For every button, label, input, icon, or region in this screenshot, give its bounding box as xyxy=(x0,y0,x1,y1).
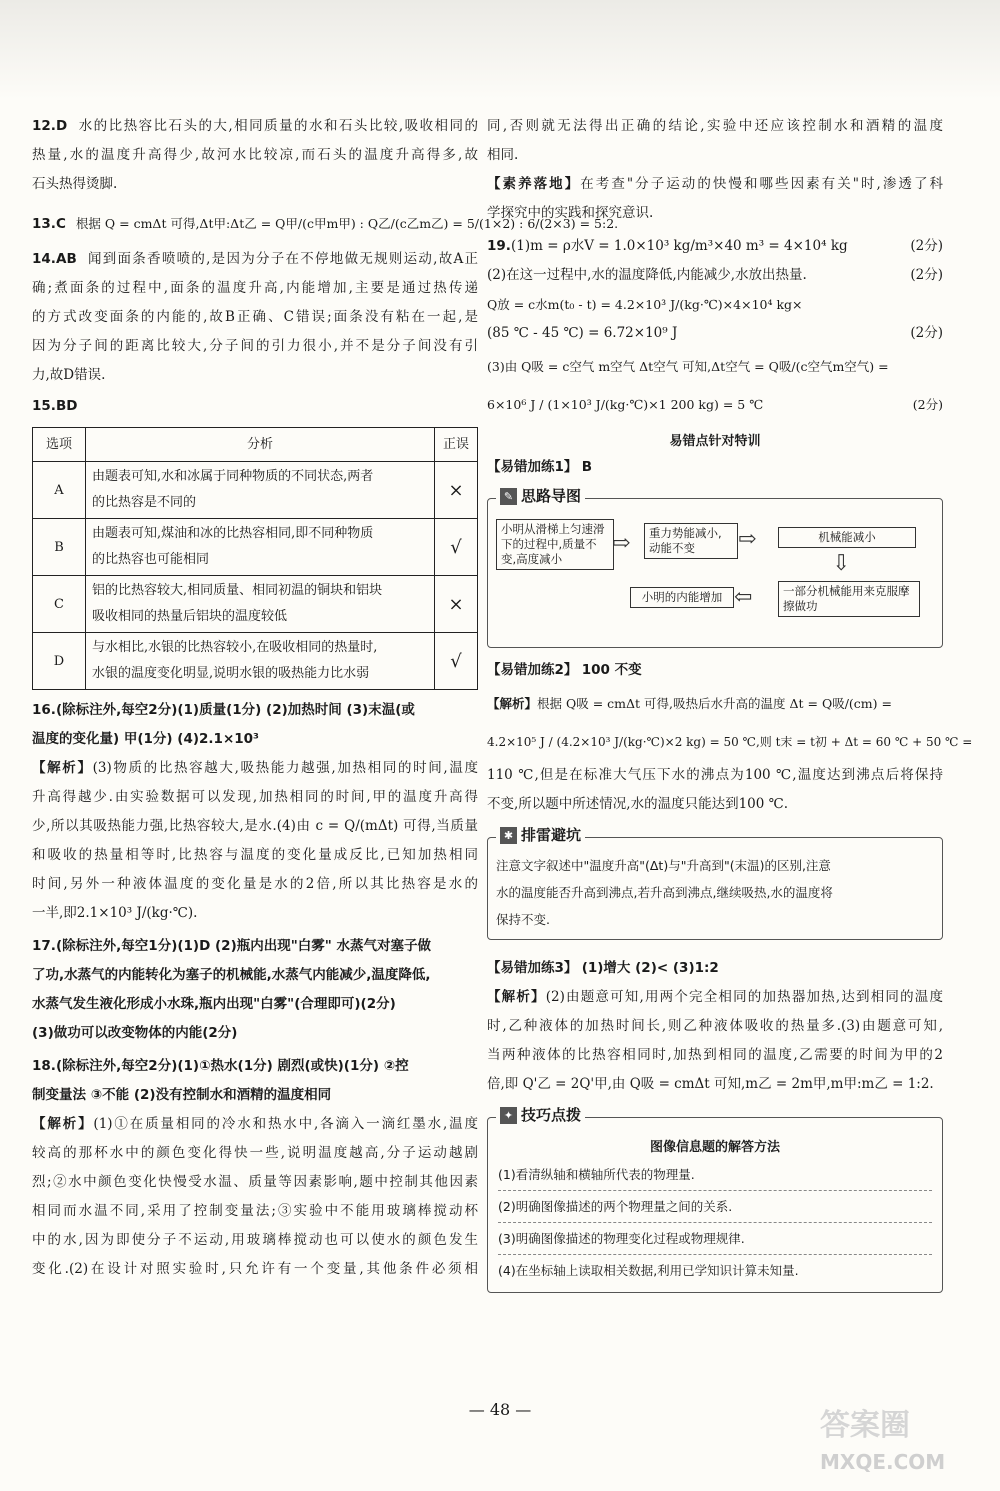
literacy-tag: 【素养落地】 xyxy=(487,176,581,192)
tips-header xyxy=(496,1104,585,1125)
answer: C xyxy=(56,216,66,232)
exercise-1 xyxy=(487,453,943,482)
mindmap-node: 一部分机械能用来克服摩擦做功 xyxy=(778,581,920,617)
pitfall-box xyxy=(487,826,943,940)
page-header-shade xyxy=(0,0,1000,100)
pitfall-header xyxy=(496,824,585,845)
analysis-cell xyxy=(86,633,435,690)
question-14 xyxy=(32,245,478,390)
table-row xyxy=(33,633,478,690)
pitfall-title: 排雷避坑 xyxy=(521,826,582,844)
verdict-cell: √ xyxy=(435,633,478,690)
answer: (1)增大 (2)< (3)1:2 xyxy=(581,960,719,976)
watermark-logo: 答案圈 xyxy=(820,1408,910,1443)
text-line: 确;煮面条的过程中,面条的温度升高,内能增加,主要是通过热传递 xyxy=(32,280,478,296)
question-19 xyxy=(487,232,943,424)
text-line: 注意文字叙述中"温度升高"(Δt)与"升高到"(末温)的区别,注意 xyxy=(496,858,831,873)
option-cell: A xyxy=(33,462,86,519)
question-number: 15. xyxy=(32,398,56,414)
question-12 xyxy=(32,112,478,199)
mindmap-node: 小明从滑梯上匀速滑下的过程中,质量不变,高度减小 xyxy=(496,519,614,570)
mindmap-node: 重力势能减小,动能不变 xyxy=(644,523,738,559)
text-line: 当两种液体的比热容相同时,加热到相同的温度,乙需要的时间为甲的2 xyxy=(487,1047,943,1063)
column-header: 分析 xyxy=(86,428,435,462)
verdict-cell: × xyxy=(435,576,478,633)
text-line: 的方式改变面条的内能的,故B正确、C错误;面条没有粘在一起,是 xyxy=(32,309,478,325)
question-number: 12. xyxy=(32,118,56,134)
analysis-cell xyxy=(86,519,435,576)
question-17 xyxy=(32,932,478,1048)
verdict-cell: × xyxy=(435,462,478,519)
column-header: 选项 xyxy=(33,428,86,462)
answer: 100 不变 xyxy=(581,662,642,678)
tip-item: (4)在坐标轴上读取相关数据,利用已学知识计算未知量. xyxy=(498,1263,799,1278)
text-line: 少,所以其吸热能力强,比热容较大,是水.(4)由 c = Q/(mΔt) 可得,当质量 xyxy=(32,818,478,834)
text-line: (3)物质的比热容越大,吸热能力越强,加热相同的时间,温度 xyxy=(92,760,479,776)
text-line: 石头热得烫脚. xyxy=(32,176,118,192)
tips-subtitle: 图像信息题的解答方法 xyxy=(649,1140,780,1155)
text-line: 较高的那杯水中的颜色变化得快一些,说明温度越高,分子运动越剧 xyxy=(32,1145,478,1161)
text-line: 铝的比热容较大,相同质量、相同初温的铜块和铝块 xyxy=(92,583,383,598)
text-line: 因为分子间的距离比较大,分子间的引力很小,并不是分子间没有引 xyxy=(32,338,478,354)
text-line: 热量,水的温度升高得少,故河水比较凉,而石头的温度升高得多,故 xyxy=(32,147,478,163)
text-line: 吸收相同的热量后铝块的温度较低 xyxy=(92,609,288,624)
mindmap-node: 机械能减小 xyxy=(778,527,916,548)
text-line: 4.2×10⁵ J / (4.2×10³ J/(kg·℃)×2 kg) = 50 ℃,则 t末 = t初 + Δt = 60 ℃ + 50 ℃ = xyxy=(487,735,973,749)
lightbulb-icon: ✦ xyxy=(500,1107,517,1124)
section-title: 易错点针对特训 xyxy=(669,434,761,449)
analysis-cell xyxy=(86,576,435,633)
tip-item: (1)看清纵轴和横轴所代表的物理量. xyxy=(498,1159,932,1191)
text-line: 温度的变化量) 甲(1分) (4)2.1×10³ xyxy=(32,731,259,747)
analysis-cell xyxy=(86,462,435,519)
text-line: (3)由 Q吸 = c空气 m空气 Δt空气 可知,Δt空气 = Q吸/(c空气m空气) = xyxy=(487,359,889,374)
verdict-cell: √ xyxy=(435,519,478,576)
text-line: 不变,所以题中所述情况,水的温度只能达到100 ℃. xyxy=(487,796,789,812)
text-line: 时,乙种液体的加热时间长,则乙种液体吸收的热量多.(3)由题意可知, xyxy=(487,1018,943,1034)
question-number: 19. xyxy=(487,238,511,254)
analysis-tag: 【解析】 xyxy=(32,1116,94,1132)
text-line: 在考查"分子运动的快慢和哪些因素有关"时,渗透了科 xyxy=(580,176,944,192)
brain-icon: ✎ xyxy=(500,488,517,505)
analysis-table xyxy=(32,427,478,690)
text-line: 110 ℃,但是在标准大气压下水的沸点为100 ℃,温度达到沸点后将保持 xyxy=(487,767,943,783)
text-line: 的比热容是不同的 xyxy=(92,495,197,510)
mindmap-box xyxy=(487,487,943,648)
score: (2分) xyxy=(910,267,943,283)
question-18 xyxy=(32,1052,478,1284)
text-line: 学探究中的实践和探究意识. xyxy=(487,205,654,221)
question-15 xyxy=(32,392,478,690)
text-line: 变化.(2)在设计对照实验时,只允许有一个变量,其他条件必须相 xyxy=(32,1261,478,1277)
exercise-2 xyxy=(487,656,973,819)
text-line: (1)①在质量相同的冷水和热水中,各滴入一滴红墨水,温度 xyxy=(93,1116,478,1132)
analysis-tag: 【解析】 xyxy=(32,760,93,776)
right-column xyxy=(487,112,973,1293)
question-number: 18. xyxy=(32,1058,56,1074)
text-line: (1)m = ρ水V = 1.0×10³ kg/m³×40 m³ = 4×10⁴ kg xyxy=(511,238,848,254)
page-number: — 48 — xyxy=(468,1400,532,1419)
table-row xyxy=(33,462,478,519)
text-line: (除标注外,每空2分)(1)质量(1分) (2)加热时间 (3)末温(或 xyxy=(56,702,415,718)
tip-item: (3)明确图像描述的物理变化过程或物理规律. xyxy=(498,1223,932,1255)
table-header-row xyxy=(33,428,478,462)
answer: BD xyxy=(56,398,78,414)
exercise-3 xyxy=(487,954,943,1099)
text-line: 水银的温度变化明显,说明水银的吸热能力比水弱 xyxy=(92,666,370,681)
tip-item: (2)明确图像描述的两个物理量之间的关系. xyxy=(498,1191,932,1223)
table-row xyxy=(33,519,478,576)
answer: AB xyxy=(56,251,77,267)
analysis-tag: 【解析】 xyxy=(487,989,546,1005)
option-cell: C xyxy=(33,576,86,633)
mine-icon: ✱ xyxy=(500,827,517,844)
table-row xyxy=(33,576,478,633)
question-16 xyxy=(32,696,478,928)
mindmap-header xyxy=(496,485,585,506)
text-line: (2)由题意可知,用两个完全相同的加热器加热,达到相同的温度 xyxy=(545,989,943,1005)
exercise-tag: 【易错加练3】 xyxy=(487,960,578,976)
text-line: 相同. xyxy=(487,147,519,163)
tips-title: 技巧点拨 xyxy=(521,1106,582,1124)
text-line: 烈;②水中颜色变化快慢受水温、质量等因素影响,题中控制其他因素 xyxy=(32,1174,478,1190)
text-line: 的比热容也可能相同 xyxy=(92,552,210,567)
text-line: (3)做功可以改变物体的内能(2分) xyxy=(32,1025,238,1041)
answer: D xyxy=(56,118,68,134)
mindmap-node: 小明的内能增加 xyxy=(630,587,734,608)
watermark-url: MXQE.COM xyxy=(820,1450,946,1474)
text-line: 与水相比,水银的比热容较小,在吸收相同的热量时, xyxy=(92,640,378,655)
arrow-left-icon: ⇦ xyxy=(734,585,753,610)
tips-box xyxy=(487,1106,943,1293)
text-line: 保持不变. xyxy=(496,912,550,927)
exercise-tag: 【易错加练2】 xyxy=(487,662,578,678)
arrow-down-icon: ⇨ xyxy=(828,552,854,572)
text-line: 升高得越少.由实验数据可以发现,加热相同的时间,甲的温度升高得 xyxy=(32,789,478,805)
score: (2分) xyxy=(910,325,943,341)
option-cell: D xyxy=(33,633,86,690)
text-line: 水的温度能否升高到沸点,若升高到沸点,继续吸热,水的温度将 xyxy=(496,885,833,900)
text-line: (2)在这一过程中,水的温度降低,内能减少,水放出热量. xyxy=(487,267,807,283)
text-line: 根据 Q = cmΔt 可得,Δt甲:Δt乙 = Q甲/(c甲m甲) : Q乙/(c乙m乙) = 5/(1×2) : 6/(2×3) = 5:2. xyxy=(75,216,619,231)
question-18-continued xyxy=(487,112,943,228)
text-line: 一半,即2.1×10³ J/(kg·℃). xyxy=(32,905,198,921)
mindmap-title: 思路导图 xyxy=(521,487,582,505)
text-line: Q放 = c水m(t₀ - t) = 4.2×10³ J/(kg·℃)×4×10⁴ kg× xyxy=(487,297,803,312)
answer: B xyxy=(581,459,592,475)
text-line: 由题表可知,水和冰属于同种物质的不同状态,两者 xyxy=(92,469,374,484)
arrow-right-icon: ⇨ xyxy=(738,527,757,552)
column-header: 正误 xyxy=(435,428,478,462)
text-line: 制变量法 ③不能 (2)没有控制水和酒精的温度相同 xyxy=(32,1087,332,1103)
score: (2分) xyxy=(910,238,943,254)
text-line: (除标注外,每空2分)(1)①热水(1分) 剧烈(或快)(1分) ②控 xyxy=(56,1058,409,1074)
question-number: 16. xyxy=(32,702,56,718)
text-line: 了功,水蒸气的内能转化为塞子的机械能,水蒸气内能减少,温度降低, xyxy=(32,967,431,983)
text-line: 时间,另外一种液体温度的变化量是水的2倍,所以其比热容是水的 xyxy=(32,876,478,892)
text-line: 倍,即 Q'乙 = 2Q'甲,由 Q吸 = cmΔt 可知,m乙 = 2m甲,m甲:m乙 = 1:2. xyxy=(487,1076,934,1092)
text-line: 由题表可知,煤油和冰的比热容相同,即不同种物质 xyxy=(92,526,374,541)
text-line: 水蒸气发生液化形成小水珠,瓶内出现"白雾"(合理即可)(2分) xyxy=(32,996,396,1012)
option-cell: B xyxy=(33,519,86,576)
arrow-right-icon: ⇨ xyxy=(612,531,631,556)
analysis-tag: 【解析】 xyxy=(487,696,538,711)
question-number: 17. xyxy=(32,938,56,954)
question-number: 14. xyxy=(32,251,56,267)
text-line: (除标注外,每空1分)(1)D (2)瓶内出现"白雾" 水蒸气对塞子做 xyxy=(56,938,432,954)
score: (2分) xyxy=(912,397,943,412)
text-line: 根据 Q吸 = cmΔt 可得,吸热后水升高的温度 Δt = Q吸/(cm) = xyxy=(537,696,892,711)
question-number: 13. xyxy=(32,216,56,232)
text-line: 6×10⁶ J / (1×10³ J/(kg·℃)×1 200 kg) = 5 ℃ xyxy=(487,397,764,412)
text-line: 和吸收的热量相等时,比热容与温度的变化量成反比,已知加热相同 xyxy=(32,847,478,863)
text-line: 同,否则就无法得出正确的结论,实验中还应该控制水和酒精的温度 xyxy=(487,118,943,134)
exercise-tag: 【易错加练1】 xyxy=(487,459,578,475)
text-line: 中的水,因为即使分子不运动,用玻璃棒搅动也可以使水的颜色发生 xyxy=(32,1232,478,1248)
text-line: 力,故D错误. xyxy=(32,367,106,383)
text-line: 水的比热容比石头的大,相同质量的水和石头比较,吸收相同的 xyxy=(77,118,478,134)
text-line: (85 ℃ - 45 ℃) = 6.72×10⁹ J xyxy=(487,325,678,341)
text-line: 相同而水温不同,采用了控制变量法;③实验中不能用玻璃棒搅动杯 xyxy=(32,1203,478,1219)
text-line: 闻到面条香喷喷的,是因为分子在不停地做无规则运动,故A正 xyxy=(86,251,478,267)
